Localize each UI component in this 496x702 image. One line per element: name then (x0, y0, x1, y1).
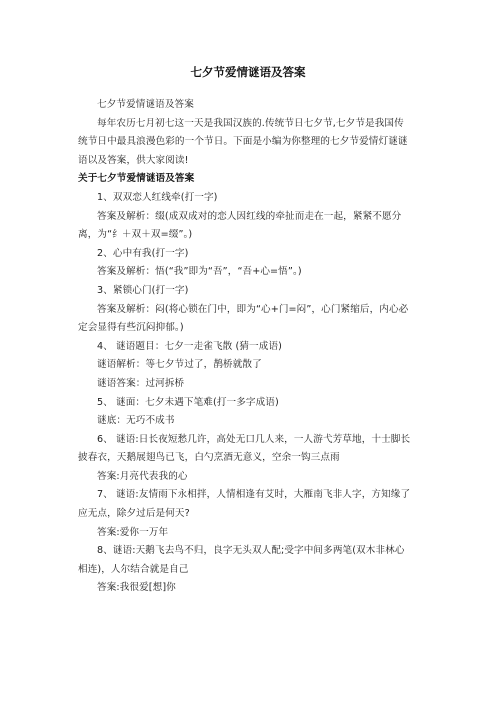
riddle-line: 8、谜语:天鹅飞去鸟不归，良字无头双人配;受字中间多两笔(双木非林心相连)，人尔结合就是自己 (78, 545, 405, 575)
riddle-line: 2、心中有我(打一字) (97, 247, 189, 259)
answer-line: 谜语答案：过河拆桥 (97, 377, 185, 389)
answer-line: 答案:月亮代表我的心 (97, 470, 188, 482)
riddle-line: 7、 谜语:友情雨下永相拌，人情相逢有艾时，大雁南飞非人字，方知缘了应无点，除夕过后是何天? (78, 489, 411, 520)
answer-line: 答案:我很爱[想]你 (97, 582, 176, 594)
document-body (78, 96, 412, 598)
answer-line: 谜底：无巧不成书 (97, 415, 175, 427)
intro-paragraph: 每年农历七月初七这一天是我国汉族的.传统节日七夕节,七夕节是我国传统节日中最具浪漫色彩的一个节日。下面是小编为你整理的七夕节爱情灯谜谜语以及答案，供大家阅读! (78, 117, 408, 166)
answer-line: 答案及解析：闷(将心锁在门中，即为“心+门=闷”，心门紧缩后，内心必定会显得有些沉闷抑郁。) (78, 303, 409, 334)
riddle-line: 4、 谜语题目：七夕一走雀飞散 (猜一成语) (97, 340, 282, 352)
riddle-line: 3、紧锁心门(打一字) (97, 284, 189, 296)
riddle-line: 1、双双恋人红线牵(打一字) (97, 191, 218, 203)
riddle-line: 5、 谜面：七夕未遇下笔难(打一多字成语) (97, 396, 279, 408)
answer-line: 答案及解析：缀(成双成对的恋人因红线的牵扯而走在一起，紧紧不愿分离，为“纟＋双＋双=缀”。) (78, 210, 402, 241)
answer-line: 答案及解析：悟(“我”即为“吾”，“吾+心=悟”。) (97, 266, 302, 278)
page-title: 七夕节爱情谜语及答案 (190, 65, 306, 79)
analysis-line: 谜语解析：等七夕节过了，鹊桥就散了 (97, 359, 262, 371)
riddle-line: 6、 谜语:日长夜短愁几许，高处无口几人来，一人游弋芳草地，十士脚长披春衣，天鹅展翅鸟已飞，白勺烹酒无意义，空余一钩三点雨 (78, 433, 411, 464)
answer-line: 答案:爱你一万年 (97, 526, 169, 538)
subtitle: 七夕节爱情谜语及答案 (97, 99, 194, 110)
section-heading: 关于七夕节爱情谜语及答案 (78, 173, 195, 185)
